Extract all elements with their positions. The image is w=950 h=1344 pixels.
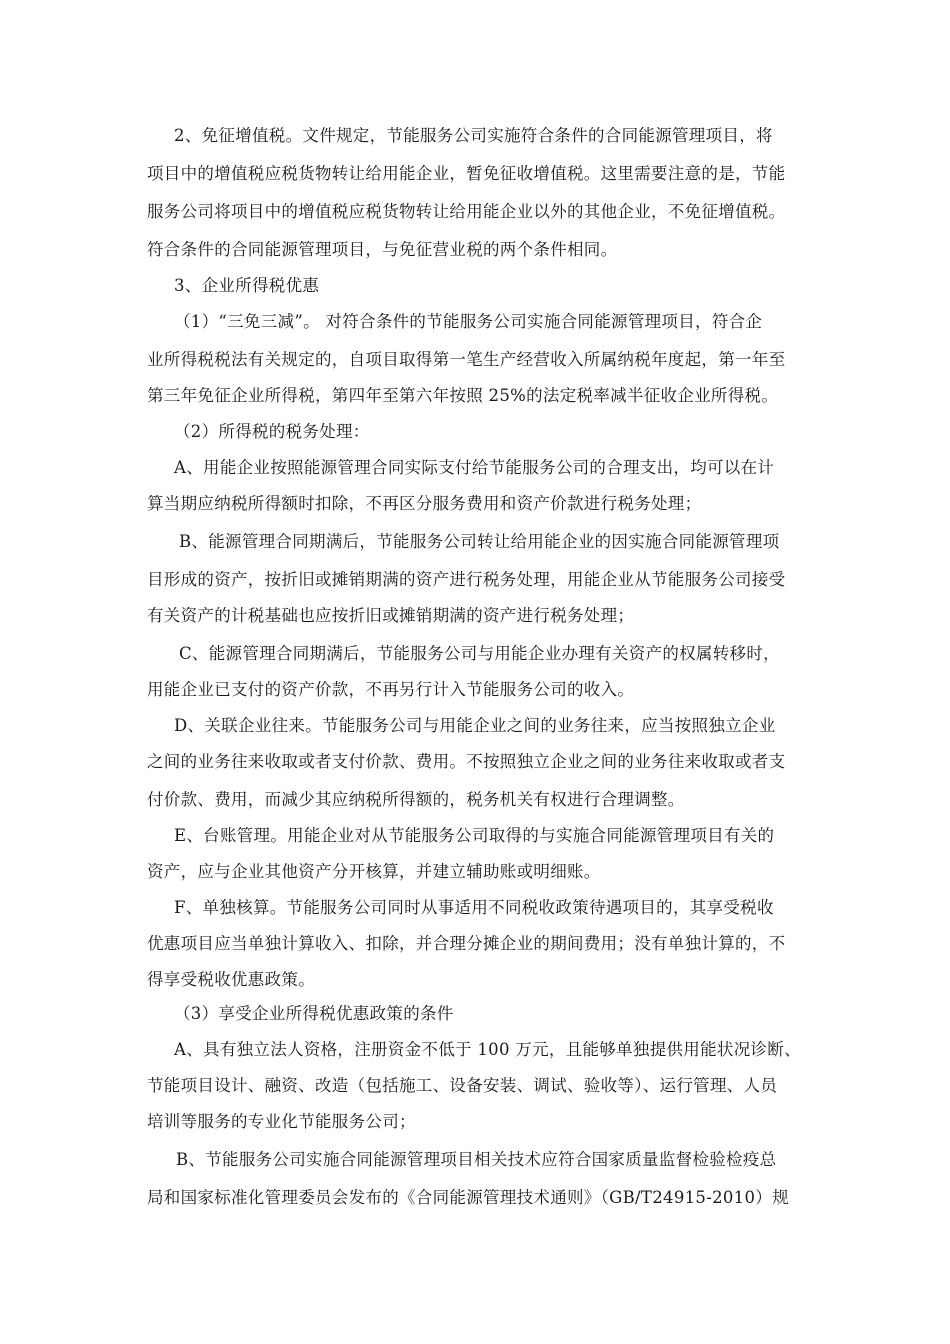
- paragraph-line: 之间的业务往来收取或者支付价款、费用。不按照独立企业之间的业务往来收取或者支: [147, 752, 786, 771]
- paragraph-line: E、台账管理。用能企业对从节能服务公司取得的与实施合同能源管理项目有关的: [174, 826, 775, 845]
- paragraph-line: 符合条件的合同能源管理项目，与免征营业税的两个条件相同。: [147, 240, 618, 259]
- paragraph-line: 培训等服务的专业化节能服务公司；: [147, 1112, 416, 1131]
- paragraph-line: B、节能服务公司实施合同能源管理项目相关技术应符合国家质量监督检验检疫总: [176, 1150, 777, 1169]
- paragraph-line: 算当期应纳税所得额时扣除，不再区分服务费用和资产价款进行税务处理；: [147, 494, 702, 513]
- paragraph-line: （1）“三免三减”。 对符合条件的节能服务公司实施合同能源管理项目，符合企: [174, 312, 763, 331]
- paragraph-line: 2、免征增值税。文件规定，节能服务公司实施符合条件的合同能源管理项目，将: [174, 126, 773, 145]
- paragraph-line: C、能源管理合同期满后，节能服务公司与用能企业办理有关资产的权属转移时，: [179, 644, 780, 663]
- section-heading: 3、企业所得税优惠: [174, 276, 320, 295]
- paragraph-line: B、能源管理合同期满后，节能服务公司转让给用能企业的因实施合同能源管理项: [179, 532, 780, 551]
- paragraph-line: 付价款、费用，而减少其应纳税所得额的，税务机关有权进行合理调整。: [147, 790, 685, 809]
- paragraph-line: 项目中的增值税应税货物转让给用能企业，暂免征收增值税。这里需要注意的是，节能: [147, 164, 786, 183]
- paragraph-line: 业所得税税法有关规定的，自项目取得第一笔生产经营收入所属纳税年度起，第一年至: [147, 350, 786, 369]
- paragraph-line: 局和国家标准化管理委员会发布的《合同能源管理技术通则》（GB/T24915-2010）规: [147, 1188, 789, 1207]
- paragraph-line: 资产，应与企业其他资产分开核算，并建立辅助账或明细账。: [147, 862, 601, 881]
- subsection-heading: （3）享受企业所得税优惠政策的条件: [174, 1004, 454, 1023]
- paragraph-line: D、关联企业往来。节能服务公司与用能企业之间的业务往来，应当按照独立企业: [174, 716, 776, 735]
- paragraph-line: 用能企业已支付的资产价款，不再另行计入节能服务公司的收入。: [147, 680, 635, 699]
- paragraph-line: 目形成的资产，按折旧或摊销期满的资产进行税务处理，用能企业从节能服务公司接受: [147, 570, 786, 589]
- paragraph-line: 服务公司将项目中的增值税应税货物转让给用能企业以外的其他企业，不免征增值税。: [147, 202, 786, 221]
- paragraph-line: 第三年免征企业所得税，第四年至第六年按照 25%的法定税率减半征收企业所得税。: [147, 386, 779, 405]
- paragraph-line: A、具有独立法人资格，注册资金不低于 100 万元，且能够单独提供用能状况诊断、: [174, 1040, 801, 1059]
- paragraph-line: 节能项目设计、融资、改造（包括施工、设备安装、调试、验收等）、运行管理、人员: [147, 1076, 778, 1095]
- paragraph-line: A、用能企业按照能源管理合同实际支付给节能服务公司的合理支出，均可以在计: [174, 458, 775, 477]
- paragraph-line: 得享受税收优惠政策。: [147, 970, 315, 989]
- paragraph-line: 优惠项目应当单独计算收入、扣除，并合理分摊企业的期间费用；没有单独计算的，不: [147, 934, 786, 953]
- subsection-heading: （2）所得税的税务处理：: [174, 422, 370, 441]
- paragraph-line: 有关资产的计税基础也应按折旧或摊销期满的资产进行税务处理；: [147, 606, 635, 625]
- paragraph-line: F、单独核算。节能服务公司同时从事适用不同税收政策待遇项目的，其享受税收: [174, 898, 774, 917]
